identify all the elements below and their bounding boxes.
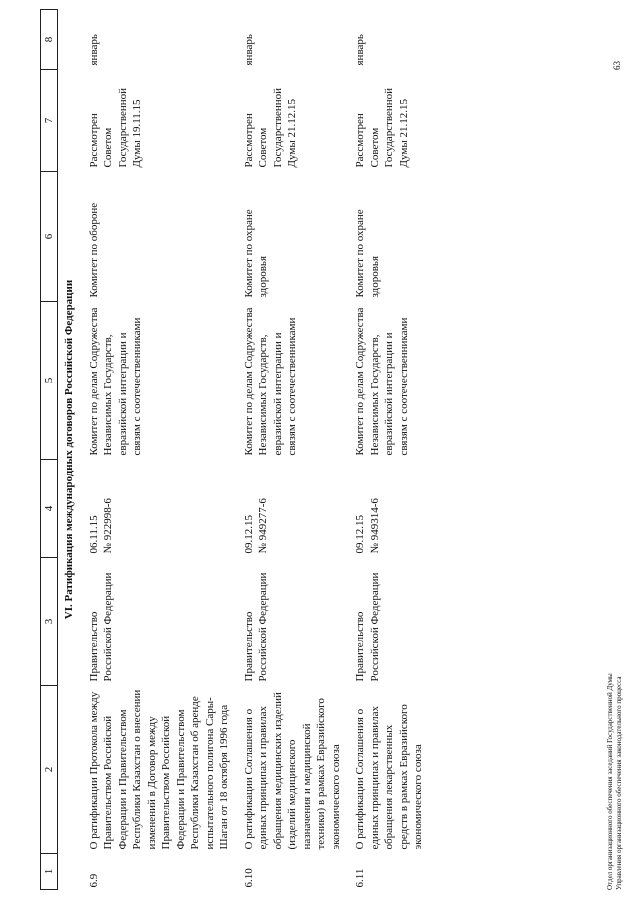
column-header: 5 [41,302,58,460]
column-header: 1 [41,854,58,890]
planned-term: январь [87,34,100,66]
footer-line: Управления организационного обеспечения законодательного процесса [615,676,623,890]
row-number: 6.9 [87,873,100,888]
bill-title: О ратификации Соглашения о единых принципах и правилах обращения лекарственных средств в рамках Евразийского экономического союза [354,704,424,850]
co-committee: Комитет по охране здоровья [354,209,381,298]
responsible-committee: Комитет по делам Содружества Независимых Государств, евразийской интеграции и связям с соотечественниками [87,307,143,456]
page-number: 63 [612,61,622,70]
co-committee: Комитет по обороне [87,202,100,298]
bill-title: О ратификации Соглашения о единых принципах и правилах обращения медицинских изделий (изделий медицинского назначения и медицинской техники) в рамках Евразийского экономического союза [242,692,342,850]
initiator: Правительство Российской Федерации [354,572,381,682]
section-title: VI. Ратификация международных договоров Российской Федерации [63,279,75,620]
column-header: 8 [41,10,58,70]
column-header: 7 [41,70,58,172]
planned-term: январь [354,34,366,66]
responsible-committee: Комитет по делам Содружества Независимых Государств, евразийской интеграции и связям с соотечественниками [242,307,298,456]
legislation-table [40,9,432,890]
footer-line: Отдел организационного обеспечения заседаний Государственной Думы [606,673,614,890]
row-number: 6.11 [354,868,366,888]
table-row [238,10,350,890]
table-row [349,10,432,890]
status-text: Рассмотрен Советом Государственной Думы 21.12.15 [354,87,410,168]
column-header: 6 [41,172,58,302]
column-header: 3 [41,558,58,686]
rotated-document-page [40,10,620,890]
column-number-header [41,10,58,890]
planned-term: январь [242,34,255,66]
submission-date-number: 09.12.15 № 949314-6 [354,498,381,554]
initiator: Правительство Российской Федерации [87,572,114,682]
bill-title: О ратификации Протокола между Правительством Российской Федерации и Правительством Республики Казахстан о внесении изменений в Договор между Правительством Российской Федерации и Правительством Республики Казахстан об аренде испытательного полигона Сары-Шаган от 18 октября 1996 года [87,689,230,850]
submission-date-number: 06.11.15 № 922998-6 [87,498,114,554]
initiator: Правительство Российской Федерации [242,572,269,682]
co-committee: Комитет по охране здоровья [242,209,269,298]
column-header: 4 [41,460,58,558]
status-text: Рассмотрен Советом Государственной Думы 19.11.15 [87,87,143,168]
responsible-committee: Комитет по делам Содружества Независимых Государств, евразийской интеграции и связям с соотечественниками [354,307,410,456]
page-footer [606,590,624,890]
column-header: 2 [41,686,58,854]
submission-date-number: 09.12.15 № 949277-6 [242,498,269,554]
status-text: Рассмотрен Советом Государственной Думы 21.12.15 [242,87,298,168]
row-number: 6.10 [242,868,255,888]
table-row [83,10,238,890]
section-heading-row [58,10,83,890]
